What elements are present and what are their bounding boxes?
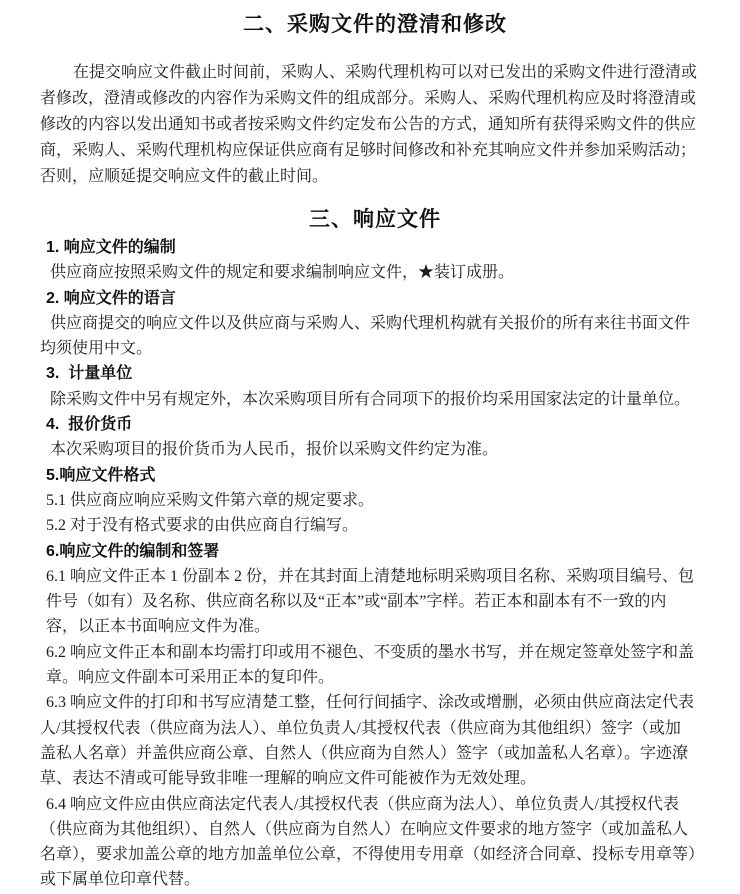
section-response-body [40,235,710,893]
text-line: 人/其授权代表（供应商为法人）、单位负责人/其授权代表（供应商为其他组织）签字（或加 [40,719,681,737]
clause-heading-line: 6.响应文件的编制和签署 [46,542,220,560]
clause-heading-line: 5.响应文件格式 [46,466,156,484]
text-line: 供应商应按照采购文件的规定和要求编制响应文件，★装订成册。 [50,264,515,282]
text-line: 6.2 响应文件正本和副本均需打印或用不褪色、不变质的墨水书写，并在规定签章处签字和盖 [46,643,695,661]
text-line: 或下属单位印章代替。 [40,871,201,889]
text-line: 草、表达不清或可能导致非唯一理解的响应文件可能被作为无效处理。 [40,770,537,788]
text-line: 者修改，澄清或修改的内容作为采购文件的组成部分。采购人、采购代理机构应及时将澄清或 [40,90,697,107]
text-line: 5.2 对于没有格式要求的由供应商自行编写。 [46,517,359,535]
text-line: 供应商提交的响应文件以及供应商与采购人、采购代理机构就有关报价的所有来往书面文件 [50,314,691,332]
clause-heading-line: 1. 响应文件的编制 [46,239,176,256]
text-line: 盖私人名章）并盖供应商公章、自然人（供应商为自然人）签字（或加盖私人名章）。字迹潦 [40,744,689,762]
text-line: 本次采购项目的报价货币为人民币，报价以采购文件约定为准。 [50,441,499,459]
text-line: 容，以正本书面响应文件为准。 [46,618,271,636]
text-line: 否则，应顺延提交响应文件的截止时间。 [40,168,329,185]
text-line: 6.3 响应文件的打印和书写应清楚工整，任何行间插字、涂改或增删，必须由供应商法定代表 [46,694,695,712]
text-line: 在提交响应文件截止时间前，采购人、采购代理机构可以对已发出的采购文件进行澄清或 [73,64,698,81]
text-line: （供应商为其他组织）、自然人（供应商为自然人）在响应文件要求的地方签字（或加盖私人 [40,820,689,838]
clause-heading-line: 3. 计量单位 [46,365,133,383]
section-clarification-paragraph [40,60,710,190]
text-line: 均须使用中文。 [40,340,153,358]
section-response-title: 三、响应文件 [309,208,441,231]
text-line: 名章），要求加盖公章的地方加盖单位公章，不得使用专用章（如经济合同章、投标专用章等） [40,846,705,864]
text-line: 6.4 响应文件应由供应商法定代表人/其授权代表（供应商为法人）、单位负责人/其授权代表 [46,795,679,813]
text-line: 除采购文件中另有规定外，本次采购项目所有合同项下的报价均采用国家法定的计量单位。 [50,390,691,408]
text-line: 件号（如有）及名称、供应商名称以及“正本”或“副本”字样。若正本和副本有不一致的内 [46,593,667,611]
clause-heading-line: 4. 报价货币 [46,416,133,434]
text-line: 6.1 响应文件正本 1 份副本 2 份，并在其封面上清楚地标明采购项目名称、采购项目编号、包 [46,567,695,585]
text-line: 5.1 供应商应响应采购文件第六章的规定要求。 [46,491,375,509]
text-line: 修改的内容以发出通知书或者按采购文件约定发布公告的方式，通知所有获得采购文件的供应 [40,116,697,133]
text-line: 商，采购人、采购代理机构应保证供应商有足够时间修改和补充其响应文件并参加采购活动； [40,142,697,159]
section-clarification-title: 二、采购文件的澄清和修改 [243,13,507,36]
clause-heading-line: 2. 响应文件的语言 [46,289,176,307]
text-line: 章。响应文件副本可采用正本的复印件。 [46,669,335,687]
